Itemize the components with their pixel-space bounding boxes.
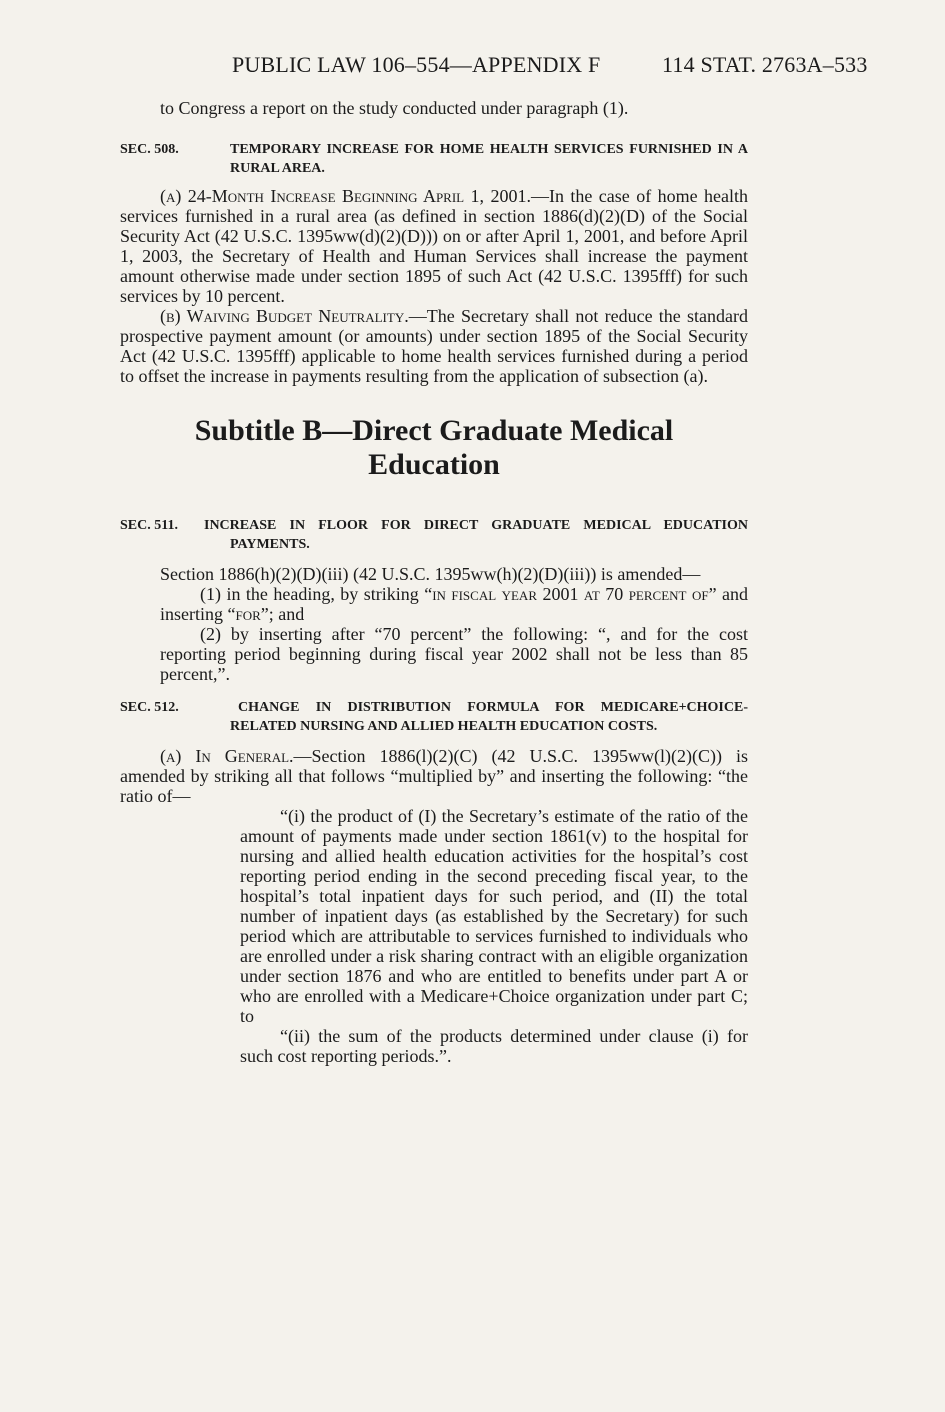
section-512-a-text: —Section 1886(l)(2)(C) (42 U.S.C. 1395ww(l)(2)(C)) is amended by striking all that follows “multiplied by” and inserting the following: “the ratio of— <box>120 746 749 806</box>
section-512-number: SEC. 512. <box>120 700 179 715</box>
item-1-struck-text: in fiscal year 2001 at 70 percent of <box>432 584 709 604</box>
section-512-title: CHANGE IN DISTRIBUTION FORMULA FOR MEDICARE+CHOICE-RELATED NURSING AND ALLIED HEALTH EDUCATION COSTS. <box>230 700 748 734</box>
subsection-b-heading: (b) Waiving Budget Neutrality. <box>160 306 409 326</box>
section-508-number: SEC. 508. <box>120 142 179 157</box>
clause-i: “(i) the product of (I) the Secretary’s estimate of the ratio of the amount of payments made under section 1861(v) to the hospital for nursing and allied health education activities for the hospital’s cost reporting period ending in the second preceding fiscal year, to the hospital’s total inpatient days for such period, and (II) the total number of inpatient days (as established by the Secretary) for such period which are attributable to services furnished to individuals who are enrolled under a risk sharing contract with an eligible organization under section 1876 and who are entitled to benefits under part A or who are enrolled with a Medicare+Choice organization under part C; to <box>240 806 748 1026</box>
section-511-title: INCREASE IN FLOOR FOR DIRECT GRADUATE MEDICAL EDUCATION PAYMENTS. <box>204 518 748 552</box>
statute-citation: 114 STAT. 2763A–533 <box>662 52 868 77</box>
subtitle-block <box>120 414 748 482</box>
document-body <box>120 98 748 1066</box>
clause-block <box>120 806 748 1066</box>
section-508-subsection-a <box>120 186 748 306</box>
section-511-item-2: (2) by inserting after “70 percent” the following: “, and for the cost reporting period beginning during fiscal year 2002 shall not be less than 85 percent,”. <box>160 624 748 684</box>
subtitle-line-1: Subtitle B—Direct Graduate Medical <box>194 414 674 447</box>
public-law-title: PUBLIC LAW 106–554—APPENDIX F <box>232 52 601 77</box>
clause-ii: “(ii) the sum of the products determined under clause (i) for such cost reporting periods.”. <box>240 1026 748 1066</box>
section-508-title: TEMPORARY INCREASE FOR HOME HEALTH SERVICES FURNISHED IN A RURAL AREA. <box>230 142 748 176</box>
intro-paragraph: to Congress a report on the study conducted under paragraph (1). <box>160 98 629 118</box>
section-511-intro: Section 1886(h)(2)(D)(iii) (42 U.S.C. 1395ww(h)(2)(D)(iii)) is amended— <box>160 564 701 584</box>
subsection-b-text: —The Secretary shall not reduce the standard prospective payment amount (or amounts) under section 1895 of the Social Security Act (42 U.S.C. 1395fff) applicable to home health services furnished during a period to offset the increase in payments resulting from the application of subsection (a). <box>120 306 748 386</box>
section-511-item-1 <box>120 584 748 624</box>
section-512-a-heading: (a) In General. <box>160 746 294 766</box>
subsection-a-heading: (a) 24-Month Increase Beginning April 1, 2001. <box>160 186 531 206</box>
item-1-prefix: (1) in the heading, by striking “ <box>200 584 433 604</box>
item-1-inserted-text: for <box>235 604 261 624</box>
item-1-middle: ” and inserting “ <box>160 584 748 624</box>
section-512-heading <box>120 698 748 736</box>
item-1-suffix: ”; and <box>260 604 305 624</box>
section-508-subsection-b <box>120 306 748 386</box>
section-511-number: SEC. 511. <box>120 518 178 533</box>
section-512-subsection-a <box>120 746 748 806</box>
section-508-heading <box>120 140 748 178</box>
section-511-heading <box>120 516 748 554</box>
subsection-a-text: —In the case of home health services furnished in a rural area (as defined in section 1886(d)(2)(D) of the Social Security Act (42 U.S.C. 1395ww(d)(2)(D))) on or after April 1, 2001, and before April 1, 2003, the Secretary of Health and Human Services shall increase the payment amount otherwise made under section 1895 of such Act (42 U.S.C. 1395fff) for such services by 10 percent. <box>120 186 748 306</box>
subtitle-line-2: Education <box>368 448 500 481</box>
